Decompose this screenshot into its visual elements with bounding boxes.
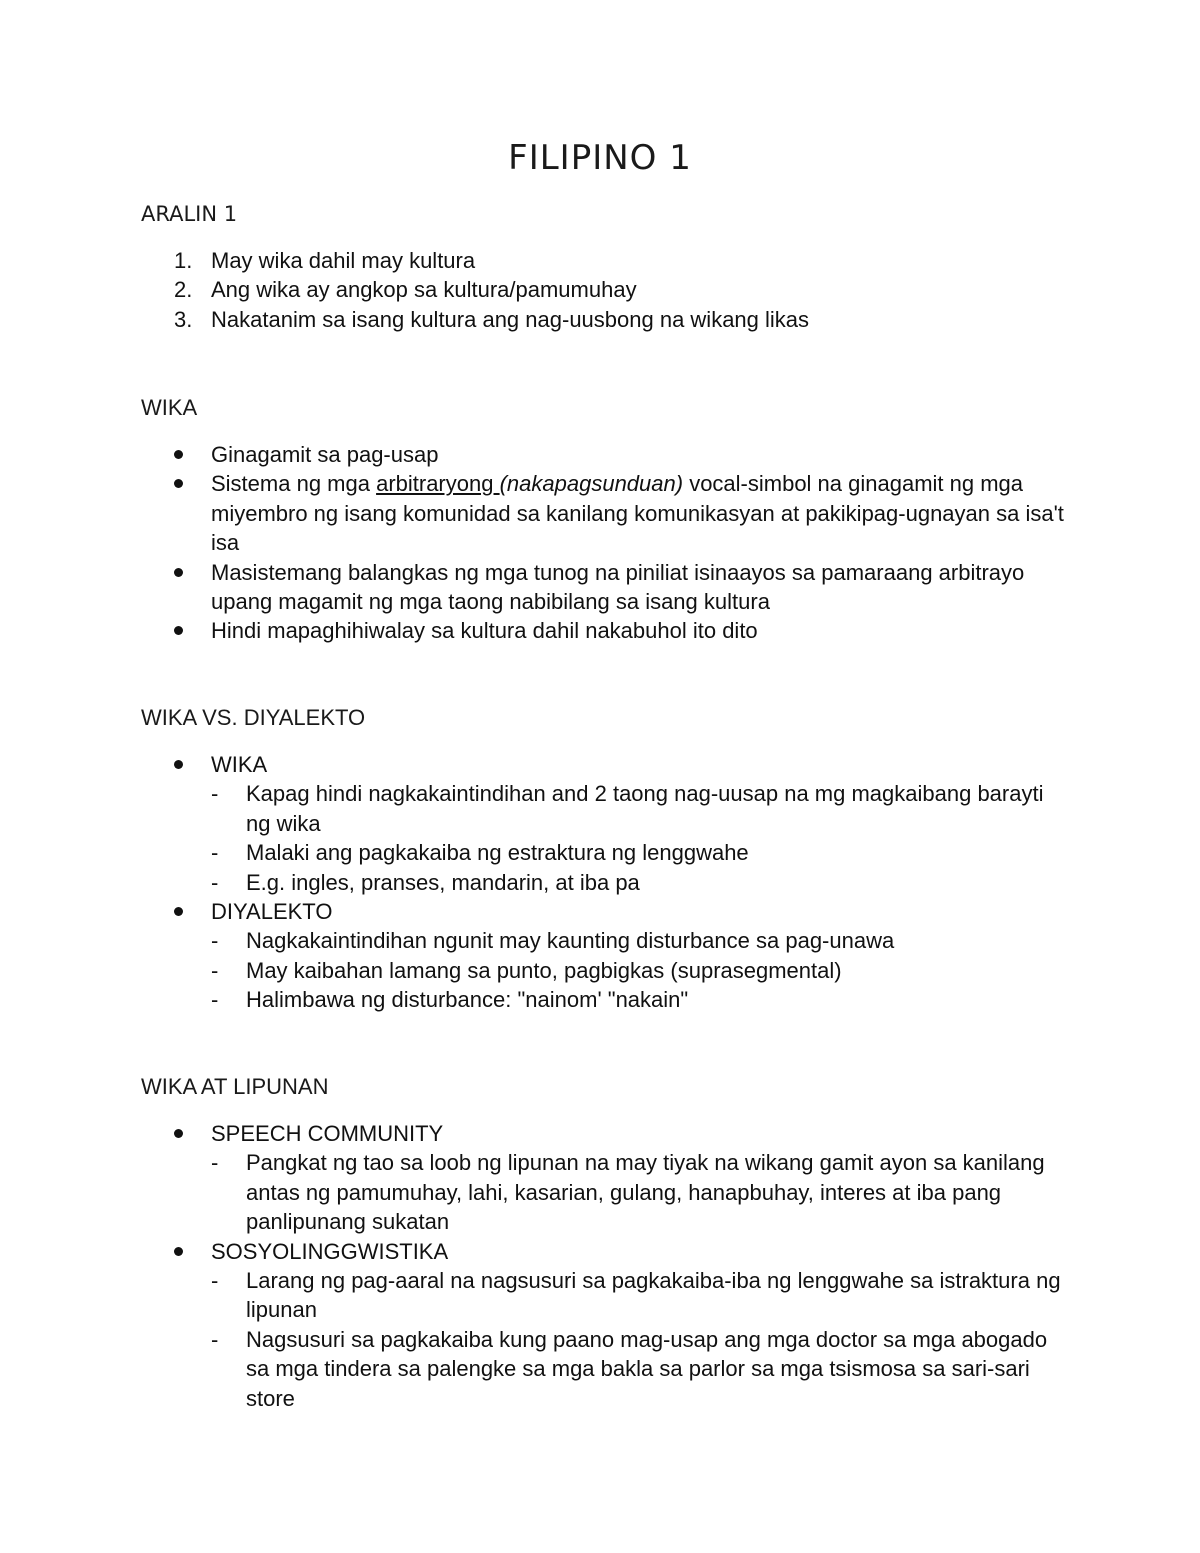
bullet-item-text: SPEECH COMMUNITY [211, 1121, 444, 1146]
dash-marker: - [211, 869, 219, 895]
section-heading-wika: WIKA [141, 395, 198, 420]
dash-marker: - [211, 957, 219, 983]
list-item [0, 305, 1200, 334]
bullet-item-text [211, 469, 1071, 557]
numbered-list [0, 246, 1200, 334]
italic-term: (nakapagsunduan) [499, 471, 684, 497]
wika-vs-list [0, 750, 1200, 1015]
bullet-item-text: Ginagamit sa pag-usap [211, 442, 439, 467]
bullet-item-text: WIKA [211, 752, 268, 777]
bullet-item [0, 616, 1200, 645]
bullet-item [0, 469, 1200, 557]
bullet-item-text: Masistemang balangkas ng mga tunog na piniliat isinaayos sa pamaraang arbitrayo upang magamit ng mga taong nabibilang sa isang kultura [211, 559, 1025, 615]
bullet-item [0, 750, 1200, 779]
sub-item-text: May kaibahan lamang sa punto, pagbigkas (suprasegmental) [246, 957, 842, 983]
sub-item-text: Pangkat ng tao sa loob ng lipunan na may tiyak na wikang gamit ayon sa kanilang antas ng pamumuhay, lahi, kasarian, gulang, hanapbuhay, interes at iba pang panlipunang sukatan [246, 1150, 1045, 1235]
sub-item-text: Larang ng pag-aaral na nagsusuri sa pagkakaiba-iba ng lenggwahe sa istraktura ng lipunan [246, 1268, 1061, 1323]
sub-item [0, 1325, 1200, 1413]
sub-item [0, 868, 1200, 897]
list-item-text: May wika dahil may kultura [211, 248, 476, 273]
section-heading-wika-vs-diyalekto: WIKA VS. DIYALEKTO [141, 705, 366, 730]
page-title: FILIPINO 1 [508, 138, 692, 178]
list-item [0, 246, 1200, 275]
bullet-item [0, 440, 1200, 469]
bullet-item-text: DIYALEKTO [211, 899, 333, 925]
bullet-item [0, 1119, 1200, 1148]
list-number: 2. [174, 277, 193, 303]
bullet-item [0, 897, 1200, 926]
list-number: 3. [174, 306, 193, 332]
underlined-term: arbitraryong [376, 471, 500, 497]
text-run: vocal-simbol na ginagamit ng mga miyembro ng isang komunidad sa kanilang komunikasyan at pakikipag-ugnayan sa isa't isa [211, 471, 1064, 556]
dash-marker: - [211, 987, 219, 1013]
sub-item [0, 1148, 1200, 1236]
list-number: 1. [174, 248, 193, 273]
list-item-text: Nakatanim sa isang kultura ang nag-uusbong na wikang likas [211, 306, 810, 332]
sub-item [0, 985, 1200, 1014]
dash-marker: - [211, 840, 219, 866]
section-heading-wika-at-lipunan: WIKA AT LIPUNAN [141, 1074, 329, 1099]
bullet-item-text: Hindi mapaghihiwalay sa kultura dahil nakabuhol ito dito [211, 618, 758, 644]
sub-item-text: Kapag hindi nagkakaintindihan and 2 taong nag-uusap na mg magkaibang barayti ng wika [246, 781, 1044, 836]
bullet-item [0, 1237, 1200, 1266]
sub-item [0, 1266, 1200, 1325]
dash-marker: - [211, 1268, 219, 1294]
lipunan-list [0, 1119, 1200, 1413]
sub-item-text: Malaki ang pagkakaiba ng estraktura ng lenggwahe [246, 840, 749, 866]
dash-marker: - [211, 928, 219, 954]
bullet-item [0, 558, 1200, 617]
dash-marker: - [211, 781, 219, 807]
sub-item-text: Nagsusuri sa pagkakaiba kung paano mag-usap ang mga doctor sa mga abogado sa mga tindera sa palengke sa mga bakla sa parlor sa mga tsismosa sa sari-sari store [246, 1326, 1048, 1411]
text-run: Sistema ng mga [211, 471, 377, 497]
sub-item [0, 779, 1200, 838]
sub-item-text: Nagkakaintindihan ngunit may kaunting disturbance sa pag-unawa [246, 928, 895, 954]
list-item-text: Ang wika ay angkop sa kultura/pamumuhay [211, 277, 637, 303]
sub-item [0, 956, 1200, 985]
list-item [0, 275, 1200, 304]
lesson-heading: ARALIN 1 [141, 202, 238, 226]
wika-bullet-list [0, 440, 1200, 646]
sub-item-text: Halimbawa ng disturbance: "nainom' "nakain" [246, 987, 689, 1013]
bullet-item-text: SOSYOLINGGWISTIKA [211, 1238, 449, 1264]
dash-marker: - [211, 1326, 219, 1352]
sub-item [0, 926, 1200, 955]
sub-item [0, 838, 1200, 867]
dash-marker: - [211, 1150, 219, 1176]
sub-item-text: E.g. ingles, pranses, mandarin, at iba pa [246, 869, 640, 895]
